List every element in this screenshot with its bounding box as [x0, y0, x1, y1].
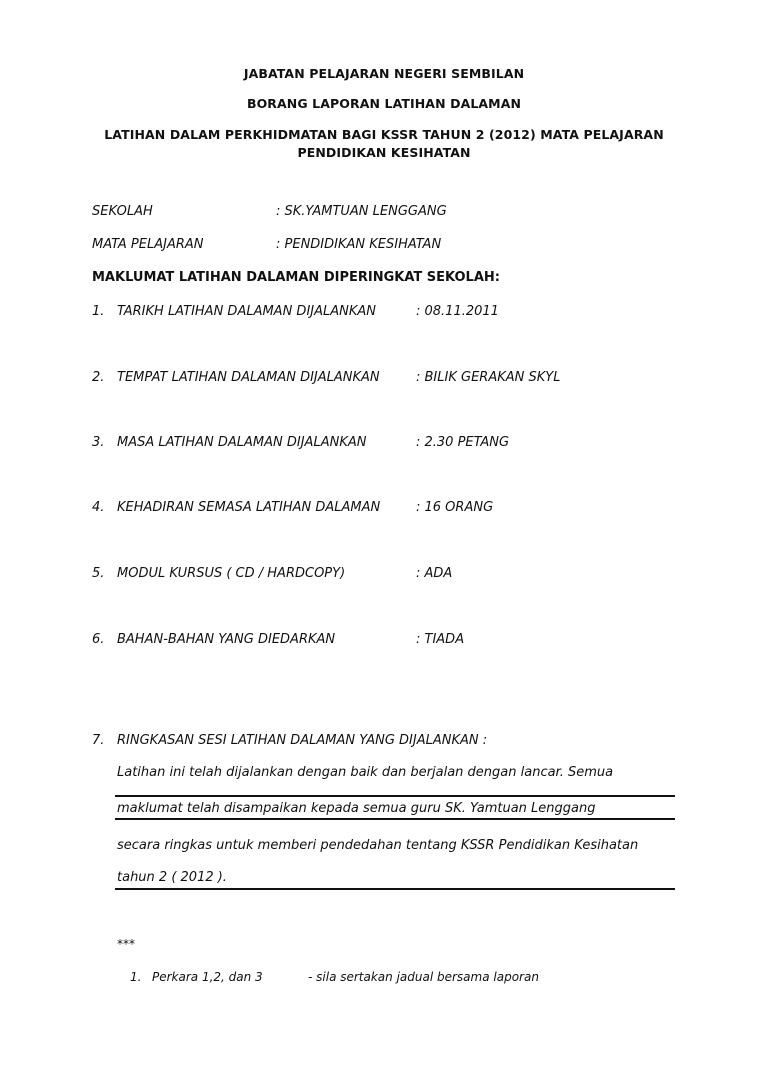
subject-label: MATA PELAJARAN	[92, 237, 204, 252]
item-6-value: : TIADA	[416, 632, 465, 647]
note-1-text: Perkara 1,2, dan 3	[152, 970, 263, 984]
summary-underline-1	[115, 795, 675, 797]
item-6-label: BAHAN-BAHAN YANG DIEDARKAN	[117, 632, 336, 647]
item-2-value: : BILIK GERAKAN SKYL	[416, 370, 561, 385]
item-4-label: KEHADIRAN SEMASA LATIHAN DALAMAN	[117, 500, 381, 515]
item-5-value: : ADA	[416, 566, 453, 581]
header-agency: JABATAN PELAJARAN NEGERI SEMBILAN	[243, 66, 525, 81]
summary-label: RINGKASAN SESI LATIHAN DALAMAN YANG DIJALANKAN :	[117, 733, 488, 748]
item-2-number: 2.	[92, 370, 105, 385]
summary-line-4: tahun 2 ( 2012 ).	[117, 870, 227, 885]
subject-value: : PENDIDIKAN KESIHATAN	[276, 237, 442, 252]
item-3-value: : 2.30 PETANG	[416, 435, 510, 450]
notes-marker: ***	[117, 937, 135, 951]
summary-line-3: secara ringkas untuk memberi pendedahan tentang KSSR Pendidikan Kesihatan	[117, 838, 639, 853]
summary-line-2: maklumat telah disampaikan kepada semua guru SK. Yamtuan Lenggang	[117, 801, 596, 816]
item-1-number: 1.	[92, 304, 105, 319]
item-3-label: MASA LATIHAN DALAMAN DIJALANKAN	[117, 435, 367, 450]
item-1-value: : 08.11.2011	[416, 304, 499, 319]
header-form-title: BORANG LAPORAN LATIHAN DALAMAN	[246, 96, 522, 111]
item-4-value: : 16 ORANG	[416, 500, 494, 515]
header-course-title: LATIHAN DALAM PERKHIDMATAN BAGI KSSR TAHUN 2 (2012) MATA PELAJARAN	[104, 127, 664, 142]
summary-number: 7.	[92, 733, 105, 748]
header-subject: PENDIDIKAN KESIHATAN	[297, 145, 471, 160]
item-3-number: 3.	[92, 435, 105, 450]
school-label: SEKOLAH	[92, 204, 153, 219]
note-1-description: - sila sertakan jadual bersama laporan	[308, 970, 539, 984]
school-value: : SK.YAMTUAN LENGGANG	[276, 204, 447, 219]
item-6-number: 6.	[92, 632, 105, 647]
summary-underline-2	[115, 818, 675, 820]
summary-underline-3	[115, 888, 675, 890]
note-1-number: 1.	[130, 970, 142, 984]
item-4-number: 4.	[92, 500, 105, 515]
item-2-label: TEMPAT LATIHAN DALAMAN DIJALANKAN	[117, 370, 380, 385]
item-1-label: TARIKH LATIHAN DALAMAN DIJALANKAN	[117, 304, 377, 319]
section-title: MAKLUMAT LATIHAN DALAMAN DIPERINGKAT SEKOLAH:	[92, 270, 500, 285]
item-5-number: 5.	[92, 566, 105, 581]
summary-line-1: Latihan ini telah dijalankan dengan baik dan berjalan dengan lancar. Semua	[117, 765, 614, 780]
item-5-label: MODUL KURSUS ( CD / HARDCOPY)	[117, 566, 346, 581]
